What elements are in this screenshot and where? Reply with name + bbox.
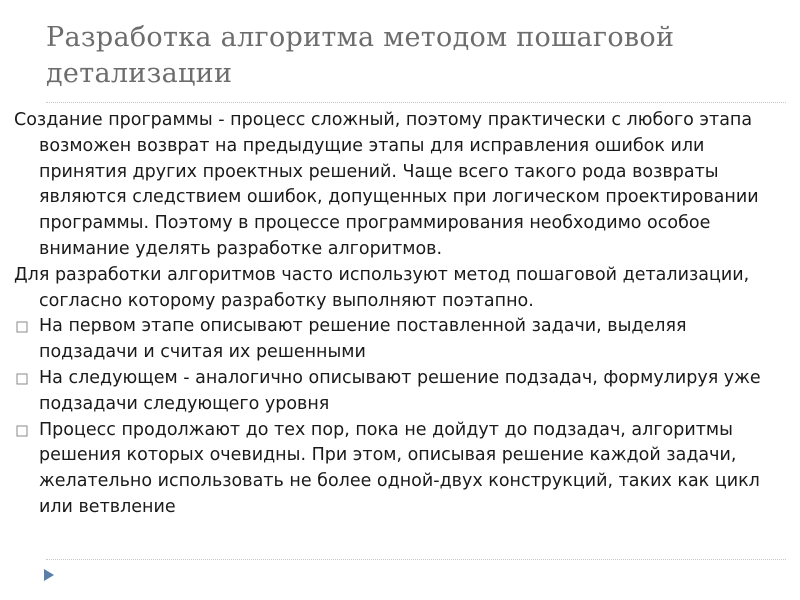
bullet-text: На следующем - аналогично описывают решение подзадач, формулируя уже подзадачи следующего уровня [39,367,761,414]
bullet-text: На первом этапе описывают решение поставленной задачи, выделяя подзадачи и считая их решенными [39,316,687,363]
footer-divider [46,559,786,560]
nav-arrow-icon[interactable] [42,568,56,582]
bullet-item [14,418,774,521]
slide-body [14,108,774,521]
bullet-box-icon [16,425,28,437]
bullet-item [14,366,774,418]
bullet-box-icon [16,373,28,385]
paragraph-intro: Создание программы - процесс сложный, поэтому практически с любого этапа возможен возврат на предыдущие этапы для исправления ошибок или принятия других проектных решений. Чаще всего такого рода возвраты являются следствием ошибок, допущенных при логическом проектировании программы. Поэтому в процессе программирования необходимо особое внимание уделять разработке алгоритмов. [14,110,759,259]
bullet-text: Процесс продолжают до тех пор, пока не дойдут до подзадач, алгоритмы решения которых очевидны. При этом, описывая решение каждой задачи, желательно использовать не более одной-двух конструкций, таких как цикл или ветвление [39,419,760,517]
paragraph-method: Для разработки алгоритмов часто используют метод пошаговой детализации, согласно которому разработку выполняют поэтапно. [14,264,750,311]
bullet-box-icon [16,321,28,333]
title-divider [46,102,786,103]
bullet-item [14,314,774,366]
slide-title: Разработка алгоритма методом пошаговой детализации [46,22,675,89]
